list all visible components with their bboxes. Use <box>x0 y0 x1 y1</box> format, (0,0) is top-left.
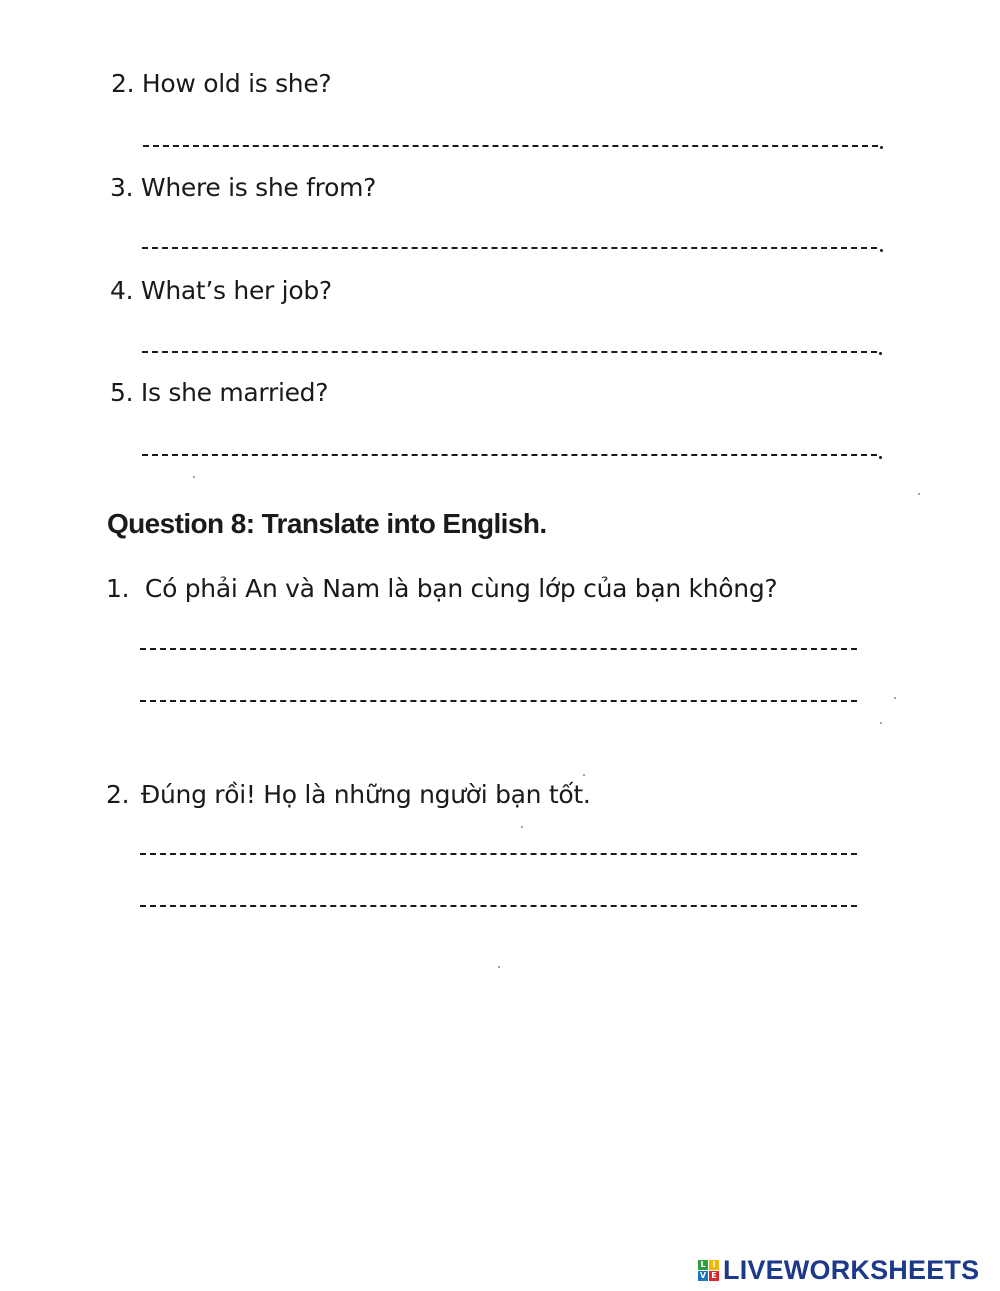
question-number: 5. <box>110 378 134 407</box>
question-number: 4. <box>110 276 134 305</box>
scan-speck <box>918 493 920 495</box>
answer-period <box>879 352 882 355</box>
answer-period <box>879 456 882 459</box>
answer-line[interactable] <box>142 351 877 353</box>
question-item <box>111 71 331 96</box>
scan-speck <box>583 774 585 776</box>
question-number: 2. <box>106 780 130 809</box>
answer-line[interactable] <box>140 648 857 650</box>
question-text: Where is she from? <box>140 173 377 202</box>
answer-line[interactable] <box>143 145 878 147</box>
logo-letter: V <box>699 1271 707 1280</box>
scan-speck <box>193 476 195 478</box>
answer-line[interactable] <box>142 454 877 456</box>
answer-line[interactable] <box>140 853 857 855</box>
answer-period <box>880 249 883 252</box>
logo-letter: E <box>709 1271 719 1281</box>
logo-letter: L <box>698 1260 708 1270</box>
question-item <box>110 278 332 303</box>
translate-item <box>106 576 777 601</box>
question-text: How old is she? <box>141 69 332 98</box>
question-text: Đúng rồi! Họ là những người bạn tốt. <box>140 780 591 809</box>
translate-item <box>106 782 591 807</box>
question-item <box>110 380 328 405</box>
scan-speck <box>521 826 523 828</box>
scan-speck <box>498 966 500 968</box>
answer-line[interactable] <box>142 247 877 249</box>
scan-speck <box>880 722 882 724</box>
section-heading: Question 8: Translate into English. <box>107 508 547 539</box>
question-item <box>110 175 376 200</box>
answer-line[interactable] <box>140 700 857 702</box>
question-number: 1. <box>106 574 130 603</box>
logo-letter: I <box>709 1260 719 1270</box>
answer-line[interactable] <box>140 905 857 907</box>
scan-speck <box>894 697 896 699</box>
question-text: What’s her job? <box>140 276 332 305</box>
liveworksheets-watermark <box>698 1255 979 1286</box>
question-number: 3. <box>110 173 134 202</box>
liveworksheets-logo-icon <box>698 1260 719 1281</box>
question-number: 2. <box>111 69 135 98</box>
question-text: Is she married? <box>140 378 329 407</box>
answer-period <box>880 146 883 149</box>
question-text: Có phải An và Nam là bạn cùng lớp của bạn không? <box>144 574 778 603</box>
liveworksheets-brand-text: LIVEWORKSHEETS <box>723 1255 980 1285</box>
